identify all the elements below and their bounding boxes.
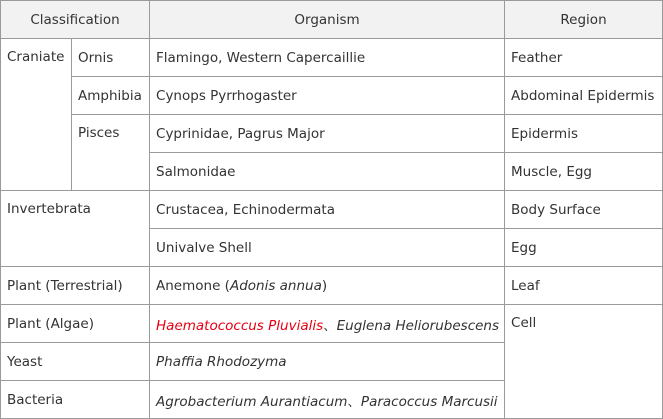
- table-row: [1, 191, 663, 229]
- amphibia-organism: Cynops Pyrrhogaster: [150, 77, 505, 115]
- plant-terrestrial-organism: [150, 267, 505, 305]
- organism-text: Anemone (: [156, 277, 230, 294]
- ornis-label: Ornis: [72, 39, 150, 77]
- plant-terrestrial-region: Leaf: [505, 267, 663, 305]
- plant-algae-label: Plant (Algae): [1, 305, 150, 343]
- highlighted-organism: Haematococcus Pluvialis: [156, 317, 324, 334]
- separator: 、: [347, 393, 361, 410]
- invertebrata-region-1: Body Surface: [505, 191, 663, 229]
- organism-italic: Phaffia Rhodozyma: [156, 353, 287, 370]
- header-classification: Classification: [1, 1, 150, 39]
- organism-italic: Adonis annua: [229, 277, 322, 294]
- header-row: [1, 1, 663, 39]
- organism-italic: Euglena Heliorubescens: [336, 317, 500, 334]
- amphibia-region: Abdominal Epidermis: [505, 77, 663, 115]
- ornis-region: Feather: [505, 39, 663, 77]
- organism-italic: Agrobacterium Aurantiacum: [156, 393, 348, 410]
- pisces-region-1: Epidermis: [505, 115, 663, 153]
- ornis-organism: Flamingo, Western Capercaillie: [150, 39, 505, 77]
- invertebrata-region-2: Egg: [505, 229, 663, 267]
- organism-text: ): [321, 277, 328, 294]
- pisces-label: Pisces: [72, 115, 150, 191]
- organism-italic: Paracoccus Marcusii: [360, 393, 498, 410]
- table-row: [1, 77, 663, 115]
- invertebrata-organism-1: Crustacea, Echinodermata: [150, 191, 505, 229]
- plant-algae-organism: [150, 305, 505, 343]
- cell-region: Cell: [505, 305, 663, 419]
- header-organism: Organism: [150, 1, 505, 39]
- table-row: [1, 39, 663, 77]
- yeast-organism: [150, 343, 505, 381]
- craniate-label: Craniate: [1, 39, 72, 191]
- bacteria-label: Bacteria: [1, 381, 150, 419]
- bacteria-organism: [150, 381, 505, 419]
- separator: 、: [323, 317, 337, 334]
- table-row: [1, 115, 663, 153]
- pisces-region-2: Muscle, Egg: [505, 153, 663, 191]
- invertebrata-label: Invertebrata: [1, 191, 150, 267]
- table-row: [1, 305, 663, 343]
- pisces-organism-2: Salmonidae: [150, 153, 505, 191]
- yeast-label: Yeast: [1, 343, 150, 381]
- amphibia-label: Amphibia: [72, 77, 150, 115]
- header-region: Region: [505, 1, 663, 39]
- plant-terrestrial-label: Plant (Terrestrial): [1, 267, 150, 305]
- pisces-organism-1: Cyprinidae, Pagrus Major: [150, 115, 505, 153]
- invertebrata-organism-2: Univalve Shell: [150, 229, 505, 267]
- table-row: [1, 267, 663, 305]
